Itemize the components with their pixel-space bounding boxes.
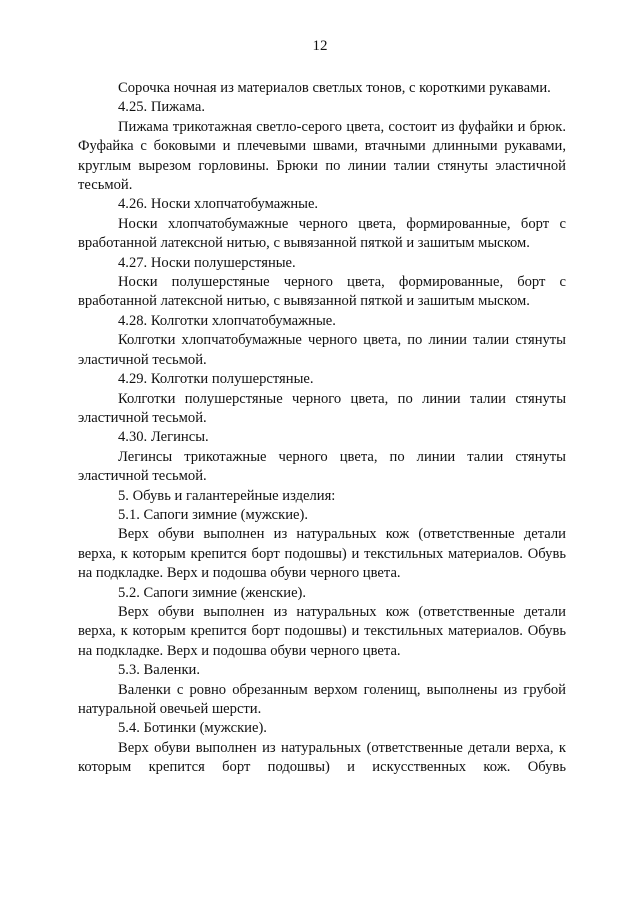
section-heading: 4.27. Носки полушерстяные. xyxy=(118,254,296,271)
paragraph: Носки хлопчатобумажные черного цвета, формированные, борт с вработанной латексной нитью, с вывязанной пяткой и зашитым мыском. xyxy=(78,215,566,252)
section-heading: 5.4. Ботинки (мужские). xyxy=(118,720,267,737)
paragraph: Легинсы трикотажные черного цвета, по линии талии стянуты эластичной тесьмой. xyxy=(78,448,566,485)
section-heading: 5.2. Сапоги зимние (женские). xyxy=(118,584,307,601)
paragraph: Носки полушерстяные черного цвета, формированные, борт с вработанной латексной нитью, с вывязанной пяткой и зашитым мыском. xyxy=(78,274,566,310)
paragraph: Колготки полушерстяные черного цвета, по линии талии стянуты эластичной тесьмой. xyxy=(78,390,566,426)
paragraph: Верх обуви выполнен из натуральных кож (ответственные детали верха, к которым крепится борт подошвы) и текстильных материалов. Обувь на подкладке. Верх и подошва обуви черного цвета. xyxy=(78,603,566,659)
section-heading: 4.28. Колготки хлопчатобумажные. xyxy=(118,312,336,329)
page-number: 12 xyxy=(312,38,328,54)
section-heading: 5.1. Сапоги зимние (мужские). xyxy=(118,506,309,523)
paragraph: Пижама трикотажная светло-серого цвета, состоит из фуфайки и брюк. Фуфайка с боковыми и плечевыми швами, втачными длинными рукавами, круглым вырезом горловины. Брюки по линии талии стянуты эластичной тесьмой. xyxy=(78,118,566,194)
paragraph: Сорочка ночная из материалов светлых тонов, с короткими рукавами. xyxy=(118,80,551,96)
section-heading: 5. Обувь и галантерейные изделия: xyxy=(118,487,336,504)
section-heading: 5.3. Валенки. xyxy=(118,662,200,679)
section-heading: 4.30. Легинсы. xyxy=(118,429,209,446)
document-body xyxy=(78,79,566,778)
paragraph: Колготки хлопчатобумажные черного цвета, по линии талии стянуты эластичной тесьмой. xyxy=(78,332,566,368)
section-heading: 4.25. Пижама. xyxy=(118,99,206,116)
paragraph: Верх обуви выполнен из натуральных кож (ответственные детали верха, к которым крепится борт подошвы) и текстильных материалов. Обувь на подкладке. Верх и подошва обуви черного цвета. xyxy=(78,526,566,582)
paragraph: Верх обуви выполнен из натуральных (ответственные детали верха, к которым крепится борт подошвы) и искусственных кож. Обувь xyxy=(78,739,566,776)
section-heading: 4.26. Носки хлопчатобумажные. xyxy=(118,196,319,213)
paragraph: Валенки с ровно обрезанным верхом голенищ, выполнены из грубой натуральной овечьей шерсти. xyxy=(78,681,566,717)
section-heading: 4.29. Колготки полушерстяные. xyxy=(118,371,314,388)
